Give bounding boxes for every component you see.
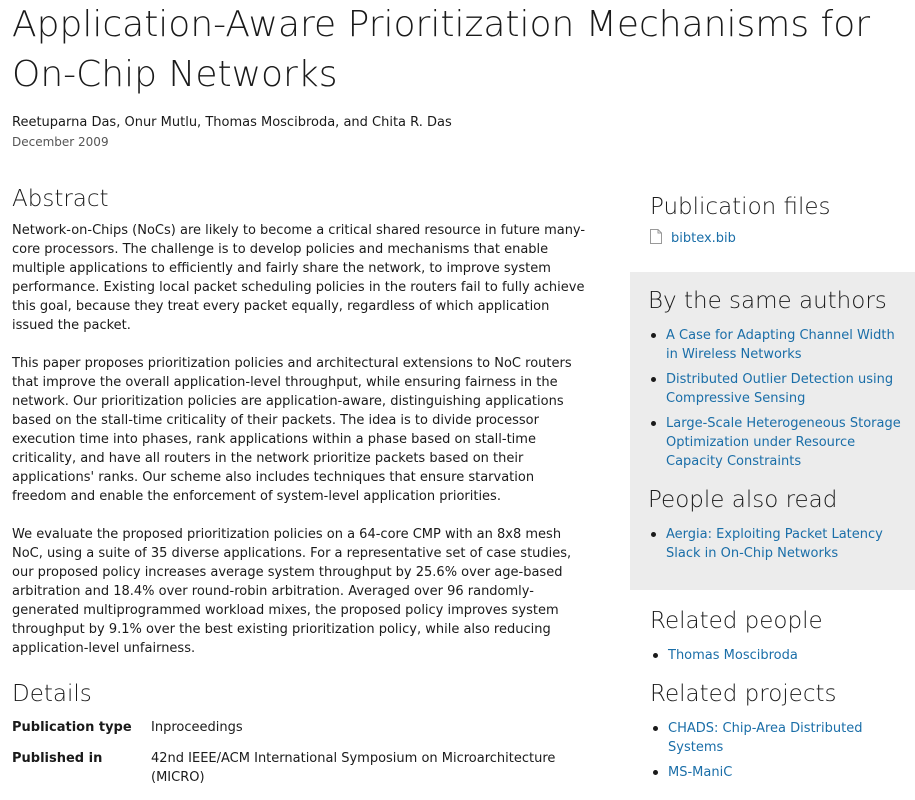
author-list: Reetuparna Das, Onur Mutlu, Thomas Moscibroda, and Chita R. Das [12,115,452,130]
details-key: Published in [12,751,103,766]
same-author-paper-link[interactable]: Distributed Outlier Detection using Compressive Sensing [666,372,894,406]
related-people-heading: Related people [650,608,823,634]
same-authors-heading: By the same authors [648,288,887,314]
list-item [648,370,908,408]
also-read-paper-link[interactable]: Aergia: Exploiting Packet Latency Slack in On-Chip Networks [666,527,883,561]
bibtex-file-link[interactable]: bibtex.bib [671,231,736,246]
main-content [12,182,587,799]
related-projects-heading: Related projects [650,681,837,707]
publication-files-section [650,190,905,248]
abstract-paragraph: This paper proposes prioritization policies and architectural extensions to NoC routers that improve the overall application-level throughput, while ensuring fairness in the network. Our prioritization policies are application-aware, distinguishing applications based on the stall-time criticality of their packets. The idea is to divide processor execution time into phases, rank applications within a phase based on stall-time criticality, and have all routers in the network prioritize packets based on their applications' ranks. Our scheme also includes techniques that ensure starvation freedom and enable the enforcement of system-level application priorities. [12,356,572,504]
abstract-paragraph: Network-on-Chips (NoCs) are likely to become a critical shared resource in future many-core processors. The challenge is to develop policies and mechanisms that enable multiple applications to efficiently and fairly share the network, to improve system performance. Existing local packet scheduling policies in the routers fail to fully achieve this goal, because they treat every packet equally, regardless of which application issued the packet. [12,223,586,333]
details-value: Inproceedings [151,720,243,735]
sidebar-related-lower [650,604,910,788]
page-title: Application-Aware Prioritization Mechanisms for On-Chip Networks [12,4,871,95]
details-value: 42nd IEEE/ACM International Symposium on Microarchitecture (MICRO) [151,751,556,785]
also-read-heading: People also read [648,487,838,513]
related-person-link[interactable]: Thomas Moscibroda [668,648,798,663]
publication-date: December 2009 [12,135,109,149]
sidebar-related-box [630,272,915,590]
related-project-link[interactable]: MS-ManiC [668,765,733,780]
file-item[interactable] [650,229,905,248]
details-row-published-in [12,749,587,787]
related-people-list [650,646,910,665]
list-item [648,525,908,563]
details-key: Publication type [12,720,132,735]
sidebar-related-inner [648,284,908,569]
list-item [650,763,910,782]
same-author-paper-link[interactable]: Large-Scale Heterogeneous Storage Optimization under Resource Capacity Constraints [666,416,901,469]
details-row-publication-type [12,718,587,737]
related-projects-list [650,719,910,782]
document-icon [650,229,662,244]
list-item [650,719,910,757]
same-authors-list [648,326,908,471]
same-author-paper-link[interactable]: A Case for Adapting Channel Width in Wireless Networks [666,328,895,362]
list-item [650,646,910,665]
also-read-list [648,525,908,563]
list-item [648,414,908,471]
abstract-paragraph: We evaluate the proposed prioritization policies on a 64-core CMP with an 8x8 mesh NoC, using a suite of 35 diverse applications. For a representative set of case studies, our proposed policy increases average system throughput by 25.6% over age-based arbitration and 18.4% over round-robin arbitration. Averaged over 96 randomly-generated multiprogrammed workload mixes, the proposed policy improves system throughput by 9.1% over the best existing prioritization policy, while also reducing application-level unfairness. [12,527,572,656]
related-project-link[interactable]: CHADS: Chip-Area Distributed Systems [668,721,863,755]
list-item [648,326,908,364]
publication-files-heading: Publication files [650,194,831,220]
abstract-heading: Abstract [12,186,109,212]
details-heading: Details [12,681,92,707]
